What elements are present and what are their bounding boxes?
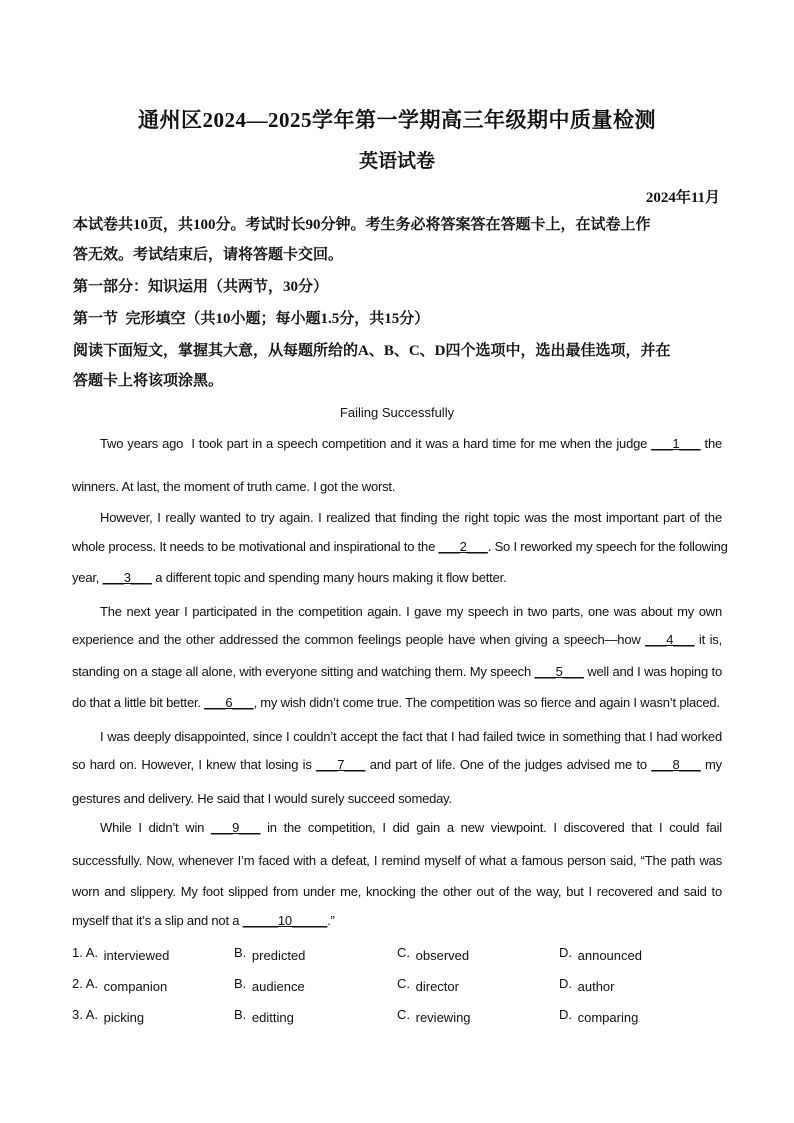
paragraph-line: worn and slippery. My foot slipped from under me, knocking the other out of the way, but I recovered and said to	[72, 884, 722, 899]
paragraph-line: do that a little bit better. ___6___, my wish didn’t come true. The competition was so fierce and again I wasn’t placed.	[72, 695, 720, 710]
paragraph-line: myself that it’s a slip and not a _____10_____.”	[72, 913, 335, 928]
paragraph-line: While I didn’t win ___9___ in the competition, I did gain a new viewpoint. I discovered that I could fail	[100, 820, 722, 835]
blank-1: ___1___	[651, 436, 701, 451]
instructions-line-1: 本试卷共10页，共100分。考试时长90分钟。考生务必将答案答在答题卡上，在试卷上作	[73, 217, 651, 233]
option-3d[interactable]: D. comparing	[559, 1007, 639, 1025]
paragraph-line: Two years ago I took part in a speech competition and it was a hard time for me when the judge ___1___ the	[100, 436, 723, 451]
paragraph-line: However, I really wanted to try again. I realized that finding the right topic was the most important part of the	[100, 510, 722, 525]
option-2d[interactable]: D. author	[559, 976, 615, 994]
paragraph-line: I was deeply disappointed, since I couldn’t accept the fact that I had failed twice in something that I had worked	[100, 729, 722, 744]
option-1b[interactable]: B. predicted	[234, 945, 306, 963]
paragraph-line: gestures and delivery. He said that I would surely succeed someday.	[72, 791, 452, 806]
option-2b[interactable]: B. audience	[234, 976, 305, 994]
blank-3: ___3___	[102, 570, 152, 585]
blank-2: ___2___	[438, 539, 488, 554]
option-3c[interactable]: C. reviewing	[397, 1007, 471, 1025]
paragraph-line: standing on a stage all alone, with everyone sitting and watching them. My speech ___5___ well and I was hoping to	[72, 664, 722, 679]
option-1d[interactable]: D. announced	[559, 945, 642, 963]
option-1c[interactable]: C. observed	[397, 945, 470, 963]
blank-6: ___6___	[204, 695, 254, 710]
paragraph-line: year, ___3___ a different topic and spending many hours making it flow better.	[72, 570, 507, 585]
paragraph-line: so hard on. However, I knew that losing is ___7___ and part of life. One of the judges advised me to ___8___ my	[72, 757, 722, 772]
option-2c[interactable]: C. director	[397, 976, 459, 994]
option-3a[interactable]: 3. A. picking	[72, 1007, 145, 1025]
blank-10: _____10_____	[242, 913, 328, 928]
paragraph-line: whole process. It needs to be motivational and inspirational to the ___2___. So I reworked my speech for the following	[72, 539, 728, 554]
exam-title: 通州区2024—2025学年第一学期高三年级期中质量检测	[138, 108, 656, 132]
directions-line-2: 答题卡上将该项涂黑。	[73, 373, 224, 389]
blank-8: ___8___	[651, 757, 701, 772]
paragraph-line: The next year I participated in the competition again. I gave my speech in two parts, one was about my own	[100, 604, 722, 619]
paragraph-line: experience and the other addressed the common feelings people have when giving a speech—how ___4___ it is,	[72, 632, 722, 647]
part-heading: 第一部分：知识运用（共两节，30分）	[73, 279, 329, 295]
paragraph-line: winners. At last, the moment of truth came. I got the worst.	[72, 479, 396, 494]
passage-title: Failing Successfully	[339, 405, 455, 420]
blank-4: ___4___	[645, 632, 695, 647]
option-3b[interactable]: B. editting	[234, 1007, 294, 1025]
blank-7: ___7___	[316, 757, 366, 772]
section-heading: 第一节 完形填空（共10小题；每小题1.5分，共15分）	[73, 311, 430, 327]
paragraph-line: successfully. Now, whenever I’m faced with a defeat, I remind myself of what a famous person said, “The path was	[72, 853, 722, 868]
instructions-line-2: 答无效。考试结束后，请将答题卡交回。	[73, 247, 344, 263]
option-1a[interactable]: 1. A. interviewed	[72, 945, 170, 963]
exam-date: 2024年11月	[645, 190, 720, 206]
option-2a[interactable]: 2. A. companion	[72, 976, 168, 994]
blank-5: ___5___	[534, 664, 584, 679]
directions-line-1: 阅读下面短文，掌握其大意，从每题所给的A、B、C、D四个选项中，选出最佳选项，并在	[73, 343, 671, 359]
exam-subtitle: 英语试卷	[358, 151, 435, 172]
blank-9: ___9___	[211, 820, 261, 835]
